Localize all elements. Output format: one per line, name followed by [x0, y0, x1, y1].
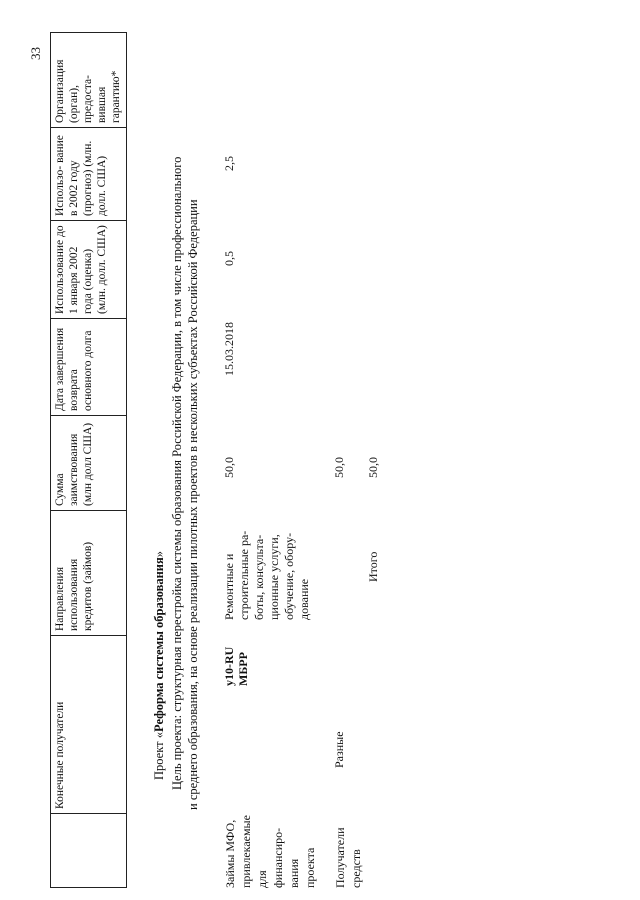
project-name: Реформа системы образования: [152, 557, 166, 733]
usage-2001: 0,5: [222, 251, 236, 266]
project-title: Проект «Реформа системы образования»: [152, 550, 166, 780]
usage-2002: 2,5: [222, 156, 236, 171]
table-header-cell: Сумма заимствования (млн долл США): [51, 416, 127, 511]
table-header-cell: Использование до 1 января 2002 года (оценка) (млн. долл. США): [51, 221, 127, 319]
project-goal-line-2: и среднего образования, на основе реализации пилотных проектов в нескольких субъектах Российской Федерации: [186, 199, 200, 810]
table-header-cell: Конечные получатели: [51, 636, 127, 814]
table-header-row: [51, 33, 127, 888]
recipients-amount: 50,0: [332, 457, 346, 478]
loans-category: Займы МФО, привлекаемые для финансиро- вания проекта: [223, 815, 317, 888]
table-header-cell: Организация (орган), предоста- вившая гарантию*: [51, 33, 127, 128]
table-header-cell: [51, 814, 127, 888]
loan-amount: 50,0: [222, 457, 236, 478]
bank-name: МБРР: [236, 652, 250, 686]
recipients-label: Получатели средств: [333, 827, 363, 888]
loan-direction: Ремонтные и строительные ра- боты, консульта- ционные услуги, обучение, обору- дование: [222, 530, 311, 620]
loan-id: у10-RU: [222, 646, 236, 686]
total-label: Итого: [366, 551, 380, 582]
project-goal-line-1: Цель проекта: структурная перестройка системы образования Российской Федерации, в том числе профессионального: [170, 156, 184, 790]
recipients-value: Разные: [332, 731, 346, 768]
table-header-cell: Использо- вание в 2002 году (прогноз) (млн. долл. США): [51, 128, 127, 221]
page-number: 33: [28, 47, 43, 60]
completion-date: 15.03.2018: [222, 322, 236, 376]
table-header-cell: Дата завершения возврата основного долга: [51, 319, 127, 416]
header-table: [50, 32, 127, 888]
total-amount: 50,0: [366, 457, 380, 478]
table-header-cell: Направления использования кредитов (займов): [51, 511, 127, 636]
